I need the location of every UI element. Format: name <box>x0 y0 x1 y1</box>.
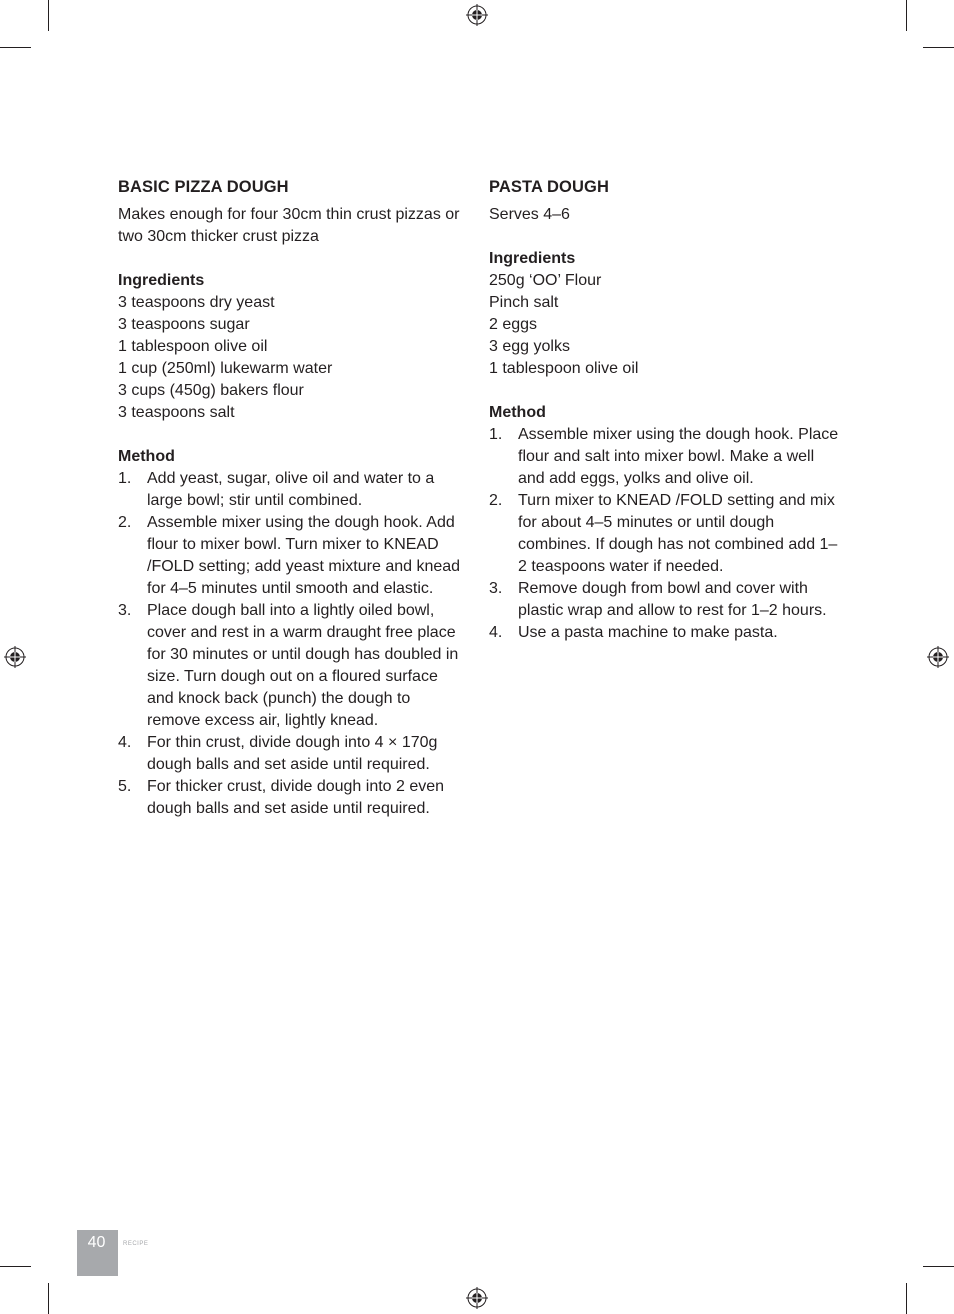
step-number: 1. <box>489 426 503 443</box>
registration-mark-icon <box>466 1287 488 1309</box>
step-text: Assemble mixer using the dough hook. Place flour and salt into mixer bowl. Make a well and add eggs, yolks and olive oil. <box>518 426 839 487</box>
pizza-title: BASIC PIZZA DOUGH <box>118 178 289 196</box>
ingredient-item: Pinch salt <box>489 294 559 311</box>
method-step <box>489 622 839 644</box>
page-number-badge <box>77 1230 118 1276</box>
crop-mark <box>0 1266 31 1267</box>
step-number: 1. <box>118 470 132 487</box>
pasta-recipe <box>489 176 839 644</box>
method-step <box>118 600 468 732</box>
step-text: For thin crust, divide dough into 4 × 170g dough balls and set aside until required. <box>147 734 438 773</box>
step-text: Remove dough from bowl and cover with plastic wrap and allow to rest for 1–2 hours. <box>518 580 827 619</box>
pasta-title: PASTA DOUGH <box>489 178 609 196</box>
method-step <box>118 732 468 776</box>
step-text: Add yeast, sugar, olive oil and water to a large bowl; stir until combined. <box>147 470 435 509</box>
step-number: 5. <box>118 778 132 795</box>
registration-mark-icon <box>927 646 949 668</box>
pasta-ingredients-heading: Ingredients <box>489 250 576 267</box>
step-text: Assemble mixer using the dough hook. Add flour to mixer bowl. Turn mixer to KNEAD /FOLD setting; add yeast mixture and knead for 4–5 minutes until smooth and elastic. <box>147 514 461 597</box>
crop-mark <box>48 0 49 31</box>
registration-mark-icon <box>4 646 26 668</box>
method-step <box>118 468 468 512</box>
crop-mark <box>923 47 954 48</box>
crop-mark <box>923 1266 954 1267</box>
step-text: Turn mixer to KNEAD /FOLD setting and mix for about 4–5 minutes or until dough combines. If dough has not combined add 1–2 teaspoons water if needed. <box>518 492 838 575</box>
crop-mark <box>48 1283 49 1314</box>
step-number: 2. <box>118 514 132 531</box>
registration-mark-icon <box>466 4 488 26</box>
pasta-ingredients-list <box>489 270 839 380</box>
method-step <box>489 578 839 622</box>
pizza-ingredients-heading: Ingredients <box>118 272 205 289</box>
method-step <box>118 512 468 600</box>
pasta-intro: Serves 4–6 <box>489 206 570 223</box>
footer-section-label: RECIPE <box>123 1241 149 1247</box>
ingredient-item: 3 teaspoons salt <box>118 404 235 421</box>
crop-mark <box>0 47 31 48</box>
step-number: 4. <box>118 734 132 751</box>
step-text: Use a pasta machine to make pasta. <box>518 624 778 641</box>
pizza-method-heading: Method <box>118 448 175 465</box>
pizza-method-list <box>118 468 468 820</box>
step-text: For thicker crust, divide dough into 2 even dough balls and set aside until required. <box>147 778 445 817</box>
ingredient-item: 1 tablespoon olive oil <box>118 338 268 355</box>
step-number: 4. <box>489 624 503 641</box>
method-step <box>489 490 839 578</box>
ingredient-item: 3 teaspoons sugar <box>118 316 250 333</box>
method-step <box>118 776 468 820</box>
crop-mark <box>906 1283 907 1314</box>
pizza-intro: Makes enough for four 30cm thin crust pizzas or two 30cm thicker crust pizza <box>118 206 460 245</box>
ingredient-item: 3 teaspoons dry yeast <box>118 294 275 311</box>
ingredient-item: 250g ‘OO’ Flour <box>489 272 602 289</box>
step-number: 2. <box>489 492 503 509</box>
method-step <box>489 424 839 490</box>
ingredient-item: 1 cup (250ml) lukewarm water <box>118 360 333 377</box>
step-text: Place dough ball into a lightly oiled bowl, cover and rest in a warm draught free place for 30 minutes or until dough has doubled in size. Turn dough out on a floured surface and knock back (punch) the dough to remove excess air, lightly knead. <box>147 602 459 729</box>
ingredient-item: 3 egg yolks <box>489 338 570 355</box>
step-number: 3. <box>489 580 503 597</box>
page-number: 40 <box>87 1234 106 1251</box>
ingredient-item: 2 eggs <box>489 316 538 333</box>
pizza-ingredients-list <box>118 292 468 424</box>
ingredient-item: 3 cups (450g) bakers flour <box>118 382 304 399</box>
step-number: 3. <box>118 602 132 619</box>
pasta-method-list <box>489 424 839 644</box>
pasta-method-heading: Method <box>489 404 546 421</box>
crop-mark <box>906 0 907 31</box>
ingredient-item: 1 tablespoon olive oil <box>489 360 639 377</box>
pizza-recipe <box>118 176 468 820</box>
